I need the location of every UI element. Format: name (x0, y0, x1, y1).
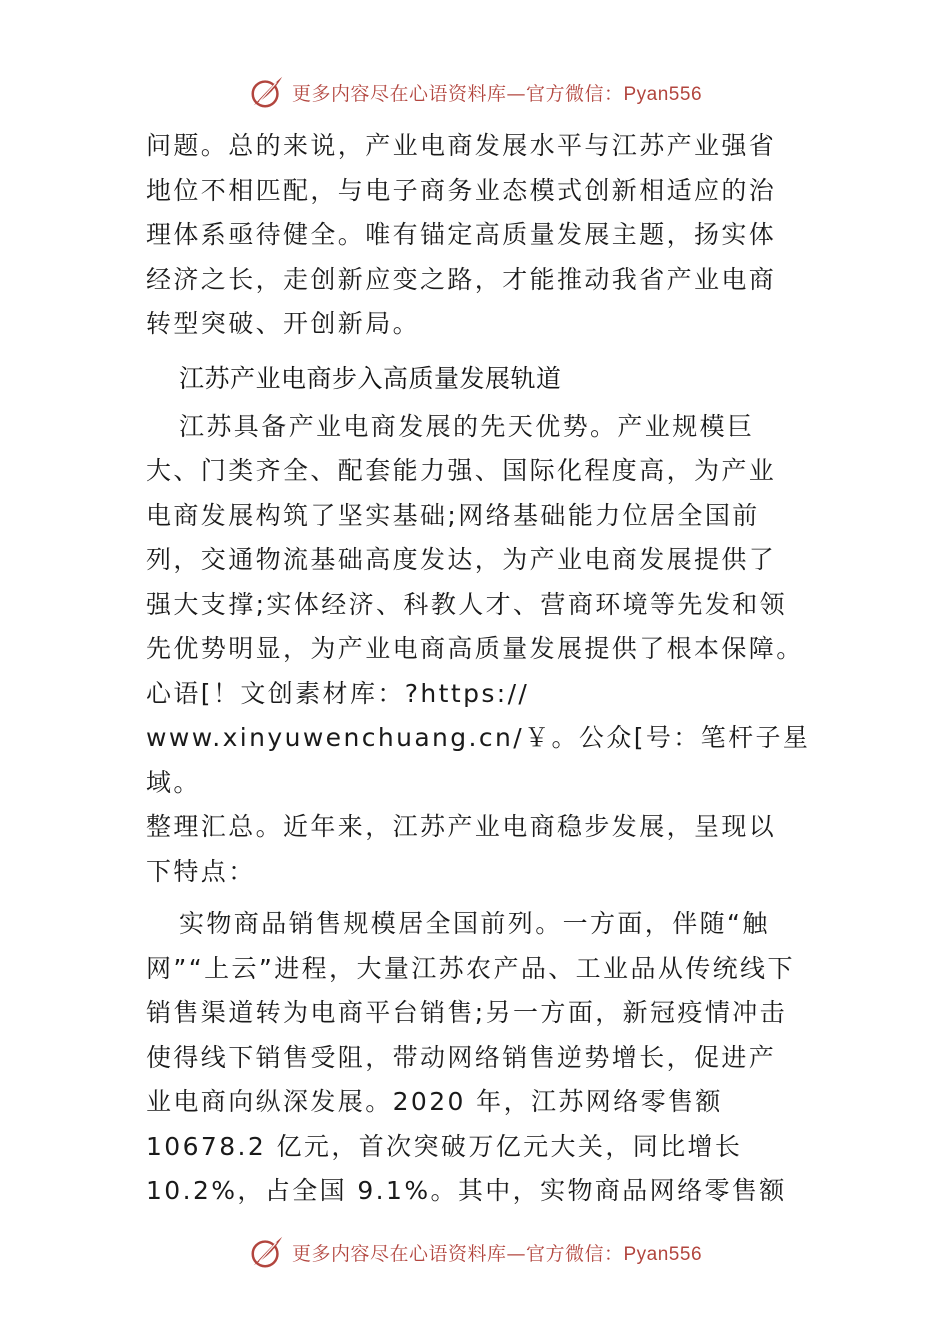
footer-banner-text: 更多内容尽在心语资料库—官方微信：Pyan556 (291, 1242, 703, 1265)
section-heading: 江苏产业电商步入高质量发展轨道 (179, 363, 562, 393)
header-banner-text: 更多内容尽在心语资料库—官方微信：Pyan556 (291, 82, 703, 105)
wechat-id: Pyan556 (623, 1243, 703, 1265)
paragraph-1: 问题。总的来说，产业电商发展水平与江苏产业强省 地位不相匹配，与电子商务业态模式创新相适应的治 理体系亟待健全。唯有锚定高质量发展主题，扬实体 经济之长，走创新应变之路，才能推动我省产业电商 转型突破、开创新局。 (146, 131, 777, 338)
header-banner (0, 72, 950, 112)
wechat-id: Pyan556 (623, 83, 703, 105)
paragraph-2: 江苏具备产业电商发展的先天优势。产业规模巨 大、门类齐全、配套能力强、国际化程度高，为产业 电商发展构筑了坚实基础;网络基础能力位居全国前 列，交通物流基础高度发达，为产业电商发展提供了 强大支撑;实体经济、科教人才、营商环境等先发和领 先优势明显，为产业电商高质量发展提供了根本保障。 心语[！文创素材库：?https:// www.xinyuwenchuang.cn/￥。公众[号：笔杆子星域。 整理汇总。近年来，江苏产业电商稳步发展，呈现以 下特点： (146, 411, 811, 886)
footer-banner (0, 1232, 950, 1272)
feather-logo-icon (248, 1233, 286, 1271)
paragraph-3: 实物商品销售规模居全国前列。一方面，伴随“触 网”“上云”进程，大量江苏农产品、工业品从传统线下 销售渠道转为电商平台销售;另一方面，新冠疫情冲击 使得线下销售受阻，带动网络销售逆势增长，促进产 业电商向纵深发展。2020 年，江苏网络零售额 10678.2 亿元，首次突破万亿元大关，同比增长 10.2%，占全国 9.1%。其中，实物商品网络零售额 (146, 909, 795, 1205)
feather-logo-icon (248, 73, 286, 111)
document-body (146, 124, 836, 1214)
